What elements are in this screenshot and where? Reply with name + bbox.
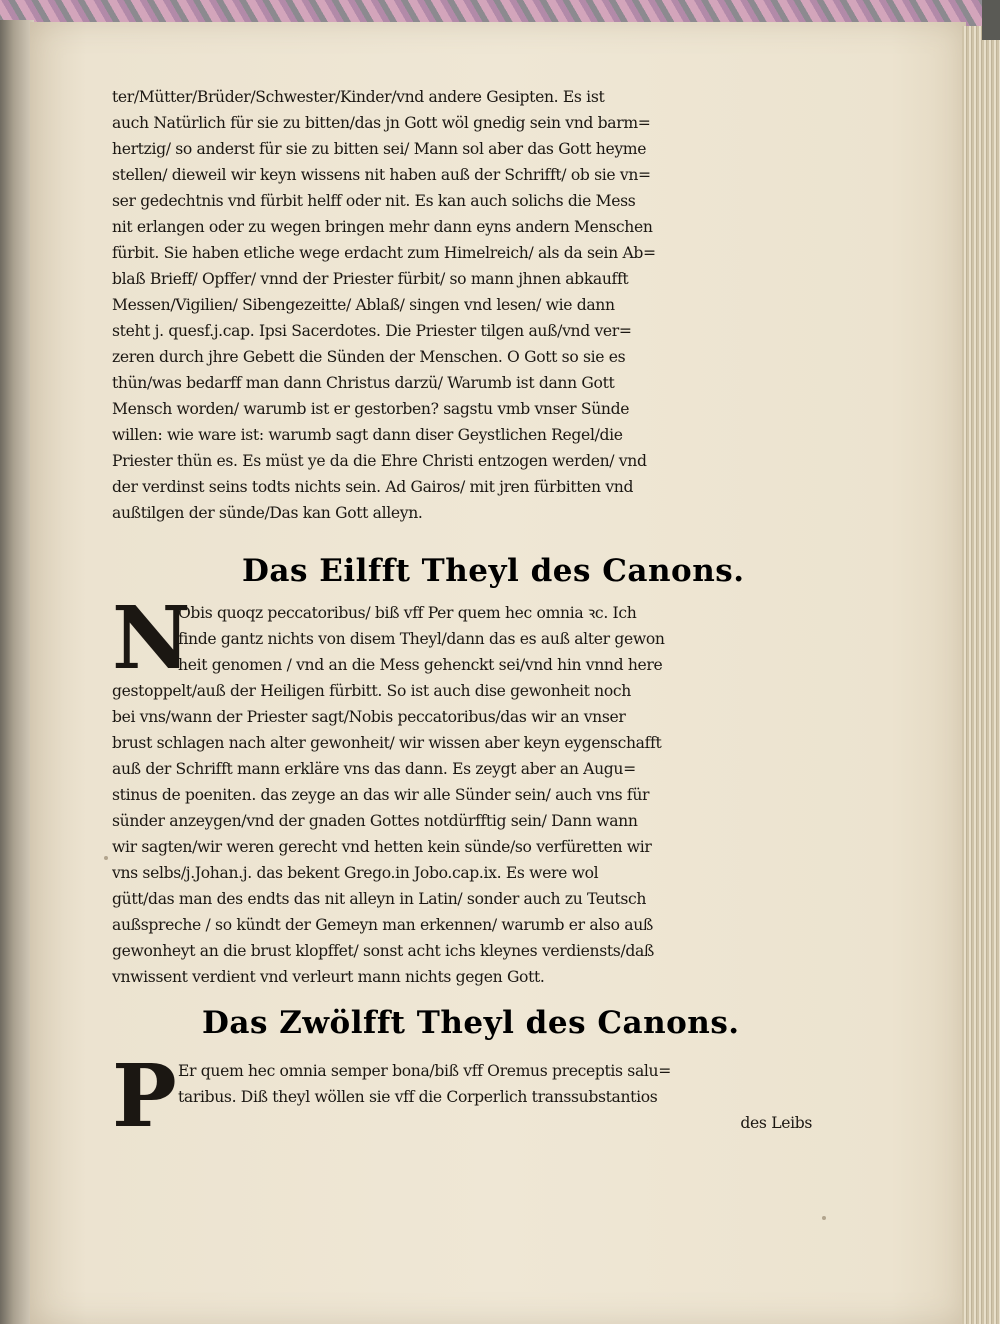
text-line: heit genomen / vnd an die Mess gehenckt sei/vnd hin vnnd here — [178, 656, 663, 674]
text-line: thün/was bedarff man dann Christus darzü/ Warumb ist dann Gott — [112, 374, 615, 392]
drop-capital: N — [112, 588, 191, 689]
section-heading-twelfth: Das Zwölfft Theyl des Canons. — [202, 1005, 740, 1041]
text-line: steht j. quesf.j.cap. Ipsi Sacerdotes. Die Priester tilgen auß/vnd ver= — [112, 322, 632, 340]
text-line: gestoppelt/auß der Heiligen fürbitt. So ist auch dise gewonheit noch — [112, 682, 631, 700]
text-line: ser gedechtnis vnd fürbit helff oder nit. Es kan auch solichs die Mess — [112, 192, 636, 210]
text-line: bei vns/wann der Priester sagt/Nobis peccatoribus/das wir an vnser — [112, 708, 626, 726]
drop-capital: P — [112, 1046, 177, 1147]
book-gutter — [0, 20, 34, 1324]
paragraph-twelfth-part — [112, 1058, 812, 1136]
book-cover-corner — [982, 0, 1000, 40]
text-line: vns selbs/j.Johan.j. das bekent Grego.in Jobo.cap.ix. Es were wol — [112, 864, 599, 882]
page-edges — [962, 26, 1000, 1324]
text-line: hertzig/ so anderst für sie zu bitten sei/ Mann sol aber das Gott heyme — [112, 140, 647, 158]
ink-spot — [104, 856, 108, 860]
text-line: willen: wie ware ist: warumb sagt dann diser Geystlichen Regel/die — [112, 426, 623, 444]
text-line: taribus. Diß theyl wöllen sie vff die Corperlich transsubstantios — [178, 1088, 658, 1106]
text-line: Er quem hec omnia semper bona/biß vff Oremus preceptis salu= — [178, 1062, 671, 1080]
text-line: Obis quoqz peccatoribus/ biß vff Per quem hec omnia ꝛc. Ich — [178, 604, 637, 622]
text-line: wir sagten/wir weren gerecht vnd hetten kein sünde/so verfüretten wir — [112, 838, 652, 856]
text-line: stinus de poeniten. das zeyge an das wir alle Sünder sein/ auch vns für — [112, 786, 650, 804]
text-line: nit erlangen oder zu wegen bringen mehr dann eyns andern Menschen — [112, 218, 653, 236]
text-line: Messen/Vigilien/ Sibengezeitte/ Ablaß/ singen vnd lesen/ wie dann — [112, 296, 615, 314]
text-line: finde gantz nichts von disem Theyl/dann das es auß alter gewon — [178, 630, 665, 648]
text-line: blaß Brieff/ Opffer/ vnnd der Priester fürbit/ so mann jhnen abkaufft — [112, 270, 629, 288]
text-line: zeren durch jhre Gebett die Sünden der Menschen. O Gott so sie es — [112, 348, 626, 366]
text-line: Mensch worden/ warumb ist er gestorben? sagstu vmb vnser Sünde — [112, 400, 630, 418]
text-line: außtilgen der sünde/Das kan Gott alleyn. — [112, 504, 423, 522]
paragraph-continuation — [112, 84, 812, 526]
catchword: des Leibs — [740, 1114, 812, 1132]
ink-spot — [822, 1216, 826, 1220]
text-line: brust schlagen nach alter gewonheit/ wir wissen aber keyn eygenschafft — [112, 734, 662, 752]
text-line: Priester thün es. Es müst ye da die Ehre Christi entzogen werden/ vnd — [112, 452, 647, 470]
text-line: auch Natürlich für sie zu bitten/das jn Gott wöl gnedig sein vnd barm= — [112, 114, 651, 132]
text-line: ter/Mütter/Brüder/Schwester/Kinder/vnd andere Gesipten. Es ist — [112, 88, 605, 106]
text-line: vnwissent verdient vnd verleurt mann nichts gegen Gott. — [112, 968, 545, 986]
text-line: sünder anzeygen/vnd der gnaden Gottes notdürfftig sein/ Dann wann — [112, 812, 638, 830]
text-line: der verdinst seins todts nichts sein. Ad Gairos/ mit jren fürbitten vnd — [112, 478, 634, 496]
text-line: gewonheyt an die brust klopffet/ sonst acht ichs kleynes verdiensts/daß — [112, 942, 654, 960]
section-heading-eleventh: Das Eilfft Theyl des Canons. — [242, 553, 745, 589]
text-line: fürbit. Sie haben etliche wege erdacht zum Himelreich/ als da sein Ab= — [112, 244, 656, 262]
text-line: außspreche / so kündt der Gemeyn man erkennen/ warumb er also auß — [112, 916, 653, 934]
text-line: gütt/das man des endts das nit alleyn in Latin/ sonder auch zu Teutsch — [112, 890, 647, 908]
text-line: stellen/ dieweil wir keyn wissens nit haben auß der Schrifft/ ob sie vn= — [112, 166, 651, 184]
paragraph-eleventh-part — [112, 600, 812, 990]
text-line: auß der Schrifft mann erkläre vns das dann. Es zeygt aber an Augu= — [112, 760, 636, 778]
